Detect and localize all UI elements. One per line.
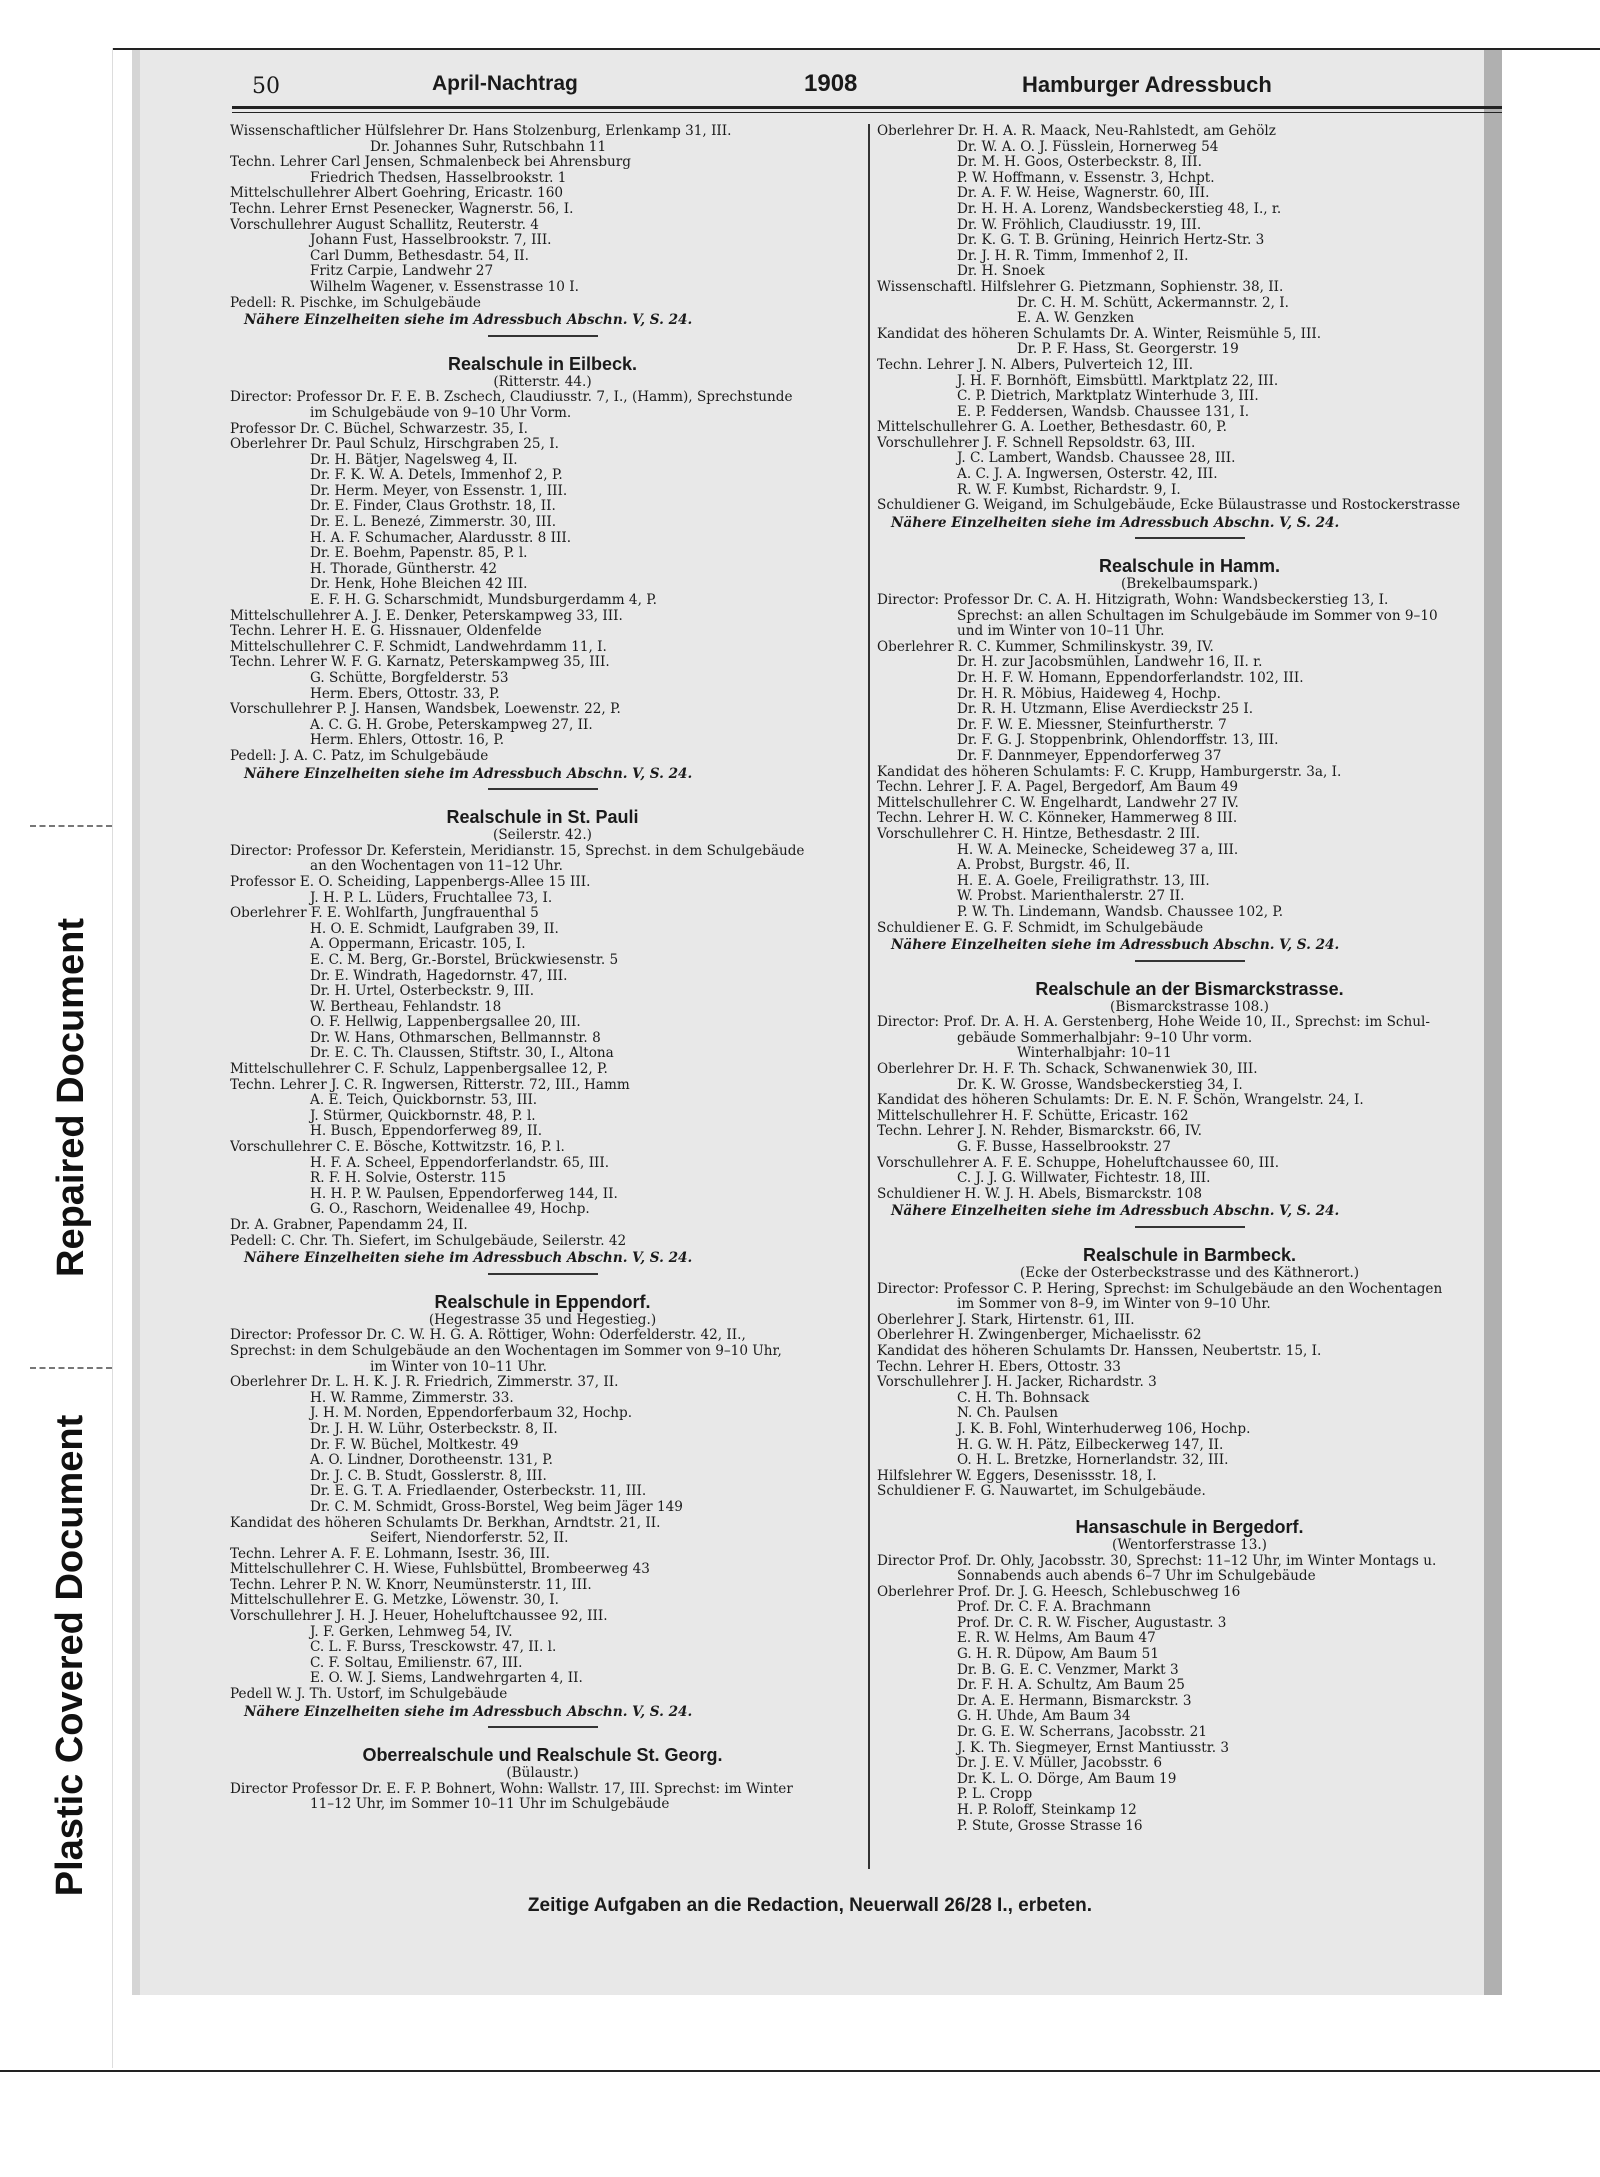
entry-line: Herm. Ebers, Ottostr. 33, P.: [310, 686, 500, 702]
entry-line: H. O. E. Schmidt, Laufgraben 39, II.: [310, 921, 559, 937]
entry-line: Dr. B. G. E. C. Venzmer, Markt 3: [957, 1662, 1179, 1678]
header-rule-thin: [232, 112, 1502, 113]
entry-line: Techn. Lehrer J. N. Albers, Pulverteich 12, III.: [877, 357, 1194, 373]
entry-line: Oberlehrer Dr. H. F. Th. Schack, Schwanenwiek 30, III.: [877, 1062, 1258, 1078]
entry-line: J. H. P. L. Lüders, Fruchtallee 73, I.: [310, 890, 553, 906]
entry-line: G. O., Raschorn, Weidenallee 49, Hochp.: [310, 1202, 590, 1218]
entry-line: Kandidat des höheren Schulamts Dr. A. Winter, Reismühle 5, III.: [877, 326, 1322, 342]
entry-line: Dr. E. Windrath, Hagedornstr. 47, III.: [310, 968, 568, 984]
entry-line: H. G. W. H. Pätz, Eilbeckerweg 147, II.: [957, 1437, 1224, 1453]
entry-line: H. Thorade, Güntherstr. 42: [310, 561, 498, 577]
footer-notice: Zeitige Aufgaben an die Redaction, Neuerwall 26/28 I., erbeten.: [527, 1895, 1093, 1916]
entry-line: Dr. F. K. W. A. Detels, Immenhof 2, P.: [310, 468, 563, 484]
entry-line: Director Professor Dr. E. F. P. Bohnert, Wohn: Wallstr. 17, III. Sprechst: im Winter: [230, 1781, 793, 1797]
entry-line: Dr. E. C. Th. Claussen, Stiftstr. 30, I., Altona: [310, 1046, 614, 1062]
entry-line: Dr. R. H. Ützmann, Elise Averdieckstr 25 I.: [957, 702, 1254, 718]
entry-line: Techn. Lehrer H. E. G. Hissnauer, Oldenfelde: [230, 624, 542, 640]
entry-line: Kandidat des höheren Schulamts: F. C. Krupp, Hamburgerstr. 3a, I.: [877, 764, 1342, 780]
section-title: Realschule in Barmbeck.: [1082, 1245, 1297, 1265]
entry-line: G. F. Busse, Hasselbrookstr. 27: [957, 1140, 1171, 1156]
section-title: Realschule an der Bismarckstrasse.: [1035, 978, 1344, 999]
entry-line: Oberlehrer H. Zwingenberger, Michaelisstr. 62: [877, 1328, 1202, 1344]
entry-line: Dr. P. F. Hass, St. Georgerstr. 19: [1017, 342, 1239, 358]
entry-line: Mittelschullehrer E. G. Metzke, Löwenstr. 30, I.: [230, 1593, 559, 1609]
entry-line: Johann Fust, Hasselbrookstr. 7, III.: [310, 233, 552, 249]
column-divider: [868, 124, 870, 1869]
section-address: (Hegestrasse 35 und Hegestieg.): [428, 1311, 657, 1328]
entry-line: Wissenschaftlicher Hülfslehrer Dr. Hans Stolzenburg, Erlenkamp 31, III.: [230, 124, 732, 139]
entry-line: G. H. R. Düpow, Am Baum 51: [957, 1647, 1159, 1663]
entry-line: Mittelschullehrer C. W. Engelhardt, Landwehr 27 IV.: [877, 795, 1239, 811]
details-note: Nähere Einzelheiten siehe im Adressbuch Abschn. V, S. 24.: [891, 515, 1340, 531]
section-address: (Bülaustr.): [506, 1765, 579, 1782]
section-title: Oberrealschule und Realschule St. Georg.: [362, 1745, 723, 1766]
entry-line: Dr. G. E. W. Scherrans, Jacobsstr. 21: [957, 1725, 1207, 1741]
section-separator: [1135, 1226, 1245, 1228]
entry-line: C. L. F. Burss, Tresckowstr. 47, II. l.: [310, 1640, 557, 1656]
entry-line: Mittelschullehrer C. F. Schulz, Lappenbergsallee 12, P.: [230, 1062, 608, 1078]
entry-line: Dr. Herm. Meyer, von Essenstr. 1, III.: [310, 483, 568, 499]
entry-line: Schuldiener E. G. F. Schmidt, im Schulgebäude: [877, 920, 1204, 936]
page-number: 50: [252, 74, 280, 99]
entry-line: A. C. G. H. Grobe, Peterskampweg 27, II.: [310, 717, 593, 733]
entry-line: E. O. W. J. Siems, Landwehrgarten 4, II.: [310, 1671, 583, 1687]
entry-line: Dr. A. Grabner, Papendamm 24, II.: [230, 1218, 468, 1233]
entry-line: Dr. C. H. M. Schütt, Ackermannstr. 2, I.: [1017, 295, 1289, 311]
left-column: [230, 124, 855, 1813]
entry-line: Dr. H. Snoek: [957, 264, 1045, 280]
entry-line: im Winter von 10–11 Uhr.: [370, 1359, 547, 1375]
section-title: Realschule in Eilbeck.: [447, 353, 638, 374]
entry-line: Vorschullehrer August Schallitz, Reuterstr. 4: [230, 217, 539, 233]
entry-line: 11–12 Uhr, im Sommer 10–11 Uhr im Schulgebäude: [310, 1797, 670, 1813]
entry-line: Fritz Carpie, Landwehr 27: [310, 264, 494, 280]
entry-line: Dr. F. G. J. Stoppenbrink, Ohlendorffstr. 13, III.: [957, 733, 1279, 749]
entry-line: P. Stute, Grosse Strasse 16: [957, 1818, 1143, 1834]
entry-line: Dr. K. L. O. Dörge, Am Baum 19: [957, 1771, 1177, 1787]
entry-line: und im Winter von 10–11 Uhr.: [957, 624, 1165, 640]
entry-line: Dr. F. Dannmeyer, Eppendorferweg 37: [957, 748, 1222, 764]
entry-line: Friedrich Thedsen, Hasselbrookstr. 1: [310, 170, 567, 186]
entry-line: Dr. W. Hans, Othmarschen, Bellmannstr. 8: [310, 1030, 601, 1046]
section-separator: [488, 1726, 598, 1728]
entry-line: A. Probst, Burgstr. 46, II.: [957, 858, 1131, 874]
entry-line: A. O. Lindner, Dorotheenstr. 131, P.: [310, 1453, 553, 1469]
entry-line: C. P. Dietrich, Marktplatz Winterhude 3, III.: [957, 389, 1259, 405]
page-header: [232, 70, 1392, 106]
entry-line: Seifert, Niendorferstr. 52, II.: [370, 1531, 569, 1547]
entry-line: H. A. F. Schumacher, Alardusstr. 8 III.: [310, 530, 572, 546]
entry-line: Director: Professor Dr. F. E. B. Zschech, Claudiusstr. 7, I., (Hamm), Sprechstunde: [230, 390, 793, 406]
details-note: Nähere Einzelheiten siehe im Adressbuch Abschn. V, S. 24.: [891, 1204, 1340, 1220]
entry-line: Vorschullehrer C. H. Hintze, Bethesdastr. 2 III.: [877, 826, 1201, 842]
entry-line: Oberlehrer J. Stark, Hirtenstr. 61, III.: [877, 1312, 1135, 1328]
entry-line: Schuldiener F. G. Nauwartet, im Schulgebäude.: [877, 1484, 1206, 1500]
entry-line: Director: Professor C. P. Hering, Sprechst: im Schulgebäude an den Wochentagen: [877, 1281, 1443, 1297]
entry-line: Vorschullehrer J. F. Schnell Repsoldstr. 63, III.: [877, 435, 1196, 451]
entry-line: Director Prof. Dr. Ohly, Jacobsstr. 30, Sprechst: 11–12 Uhr, im Winter Montags u.: [877, 1553, 1437, 1569]
entry-line: Dr. F. W. E. Miessner, Steinfurtherstr. 7: [957, 717, 1227, 733]
section-address: (Bismarckstrasse 108.): [1110, 998, 1269, 1015]
details-note: Nähere Einzelheiten siehe im Adressbuch Abschn. V, S. 24.: [891, 938, 1340, 954]
header-rule: [232, 106, 1502, 109]
entry-line: Techn. Lehrer P. N. W. Knorr, Neumünsterstr. 11, III.: [230, 1577, 592, 1593]
entry-line: Dr. F. W. Büchel, Moltkestr. 49: [310, 1437, 519, 1453]
entry-line: O. H. L. Bretzke, Hornerlandstr. 32, III.: [957, 1453, 1229, 1469]
entry-line: Mittelschullehrer A. J. E. Denker, Peterskampweg 33, III.: [230, 608, 623, 624]
entry-line: Techn. Lehrer A. F. E. Lohmann, Isestr. 36, III.: [230, 1546, 550, 1562]
entry-line: H. P. Roloff, Steinkamp 12: [957, 1803, 1137, 1818]
entry-line: H. Busch, Eppendorferweg 89, II.: [310, 1124, 543, 1140]
entry-line: gebäude Sommerhalbjahr: 9–10 Uhr vorm.: [957, 1030, 1253, 1046]
entry-line: E. R. W. Helms, Am Baum 47: [957, 1631, 1156, 1647]
entry-line: Vorschullehrer J. H. J. Heuer, Hoheluftchaussee 92, III.: [230, 1609, 608, 1625]
entry-line: Mittelschullehrer G. A. Loether, Bethesdastr. 60, P.: [877, 420, 1227, 436]
section-title: Realschule in Eppendorf.: [434, 1291, 651, 1312]
entry-line: H. F. A. Scheel, Eppendorferlandstr. 65, III.: [310, 1155, 610, 1171]
entry-line: Professor Dr. C. Büchel, Schwarzestr. 35, I.: [230, 421, 528, 437]
entry-line: P. W. Hoffmann, v. Essenstr. 3, Hchpt.: [957, 170, 1215, 186]
entry-line: Sprechst: in dem Schulgebäude an den Wochentagen im Sommer von 9–10 Uhr,: [230, 1343, 782, 1359]
entry-line: Vorschullehrer A. F. E. Schuppe, Hoheluftchaussee 60, III.: [877, 1155, 1280, 1171]
entry-line: Dr. K. W. Grosse, Wandsbeckerstieg 34, I.: [957, 1077, 1243, 1093]
entry-line: Techn. Lehrer Ernst Pesenecker, Wagnerstr. 56, I.: [230, 201, 574, 217]
entry-line: Dr. Henk, Hohe Bleichen 42 III.: [310, 577, 528, 593]
entry-line: Dr. H. H. A. Lorenz, Wandsbeckerstieg 48, I., r.: [957, 201, 1282, 217]
entry-line: Dr. E. G. T. A. Friedlaender, Osterbeckstr. 11, III.: [310, 1484, 647, 1500]
entry-line: Oberlehrer Dr. L. H. K. J. R. Friedrich, Zimmerstr. 37, II.: [230, 1375, 619, 1391]
entry-line: Kandidat des höheren Schulamts Dr. Hanssen, Neubertstr. 15, I.: [877, 1343, 1322, 1359]
entry-line: H. E. A. Goele, Freiligrathstr. 13, III.: [957, 873, 1210, 889]
book-title: Hamburger Adressbuch: [1022, 72, 1272, 97]
entry-line: Oberlehrer F. E. Wohlfarth, Jungfrauenthal 5: [230, 906, 539, 922]
entry-line: Pedell: R. Pischke, im Schulgebäude: [230, 295, 481, 311]
entry-line: C. F. Soltau, Emilienstr. 67, III.: [310, 1655, 523, 1671]
entry-line: Techn. Lehrer W. F. G. Karnatz, Peterskampweg 35, III.: [230, 655, 610, 671]
entry-line: R. F. H. Solvie, Osterstr. 115: [310, 1171, 507, 1187]
entry-line: Techn. Lehrer J. C. R. Ingwersen, Ritterstr. 72, III., Hamm: [230, 1077, 630, 1093]
entry-line: P. L. Cropp: [957, 1787, 1033, 1803]
entry-line: Oberlehrer Dr. Paul Schulz, Hirschgraben 25, I.: [230, 437, 559, 453]
entry-line: Mittelschullehrer H. F. Schütte, Ericastr. 162: [877, 1108, 1189, 1124]
entry-line: Techn. Lehrer H. Ebers, Ottostr. 33: [877, 1359, 1121, 1375]
entry-line: Dr. H. F. W. Homann, Eppendorferlandstr. 102, III.: [957, 671, 1304, 686]
section-separator: [1135, 537, 1245, 539]
entry-line: Dr. E. Boehm, Papenstr. 85, P. l.: [310, 546, 528, 562]
entry-line: O. F. Hellwig, Lappenbergsallee 20, III.: [310, 1015, 581, 1031]
entry-line: J. Stürmer, Quickbornstr. 48, P. l.: [310, 1108, 536, 1124]
entry-line: Dr. F. H. A. Schultz, Am Baum 25: [957, 1678, 1185, 1694]
entry-line: Professor E. O. Scheiding, Lappenbergs-Allee 15 III.: [230, 874, 591, 890]
entry-line: Techn. Lehrer Carl Jensen, Schmalenbeck bei Ahrensburg: [230, 155, 632, 171]
details-note: Nähere Einzelheiten siehe im Adressbuch Abschn. V, S. 24.: [244, 1704, 693, 1720]
entry-line: R. W. F. Kumbst, Richardstr. 9, I.: [957, 482, 1181, 498]
entry-line: Director: Professor Dr. C. W. H. G. A. Röttiger, Wohn: Oderfelderstr. 42, II.,: [230, 1328, 746, 1344]
year-label: 1908: [804, 70, 858, 97]
entry-line: Schuldiener G. Weigand, im Schulgebäude, Ecke Bülaustrasse und Rostockerstrasse: [877, 498, 1461, 514]
entry-line: Vorschullehrer C. E. Bösche, Kottwitzstr. 16, P. l.: [230, 1140, 565, 1156]
entry-line: Director: Professor Dr. C. A. H. Hitzigrath, Wohn: Wandsbeckerstieg 13, I.: [877, 593, 1389, 609]
entry-line: Dr. H. R. Möbius, Haideweg 4, Hochp.: [957, 686, 1221, 702]
entry-line: an den Wochentagen von 11–12 Uhr.: [310, 859, 563, 875]
entry-line: Wilhelm Wagener, v. Essenstrasse 10 I.: [310, 279, 579, 295]
section-separator: [488, 788, 598, 790]
entry-line: Dr. Johannes Suhr, Rutschbahn 11: [370, 139, 607, 155]
entry-line: Kandidat des höheren Schulamts: Dr. E. N. F. Schön, Wrangelstr. 24, I.: [877, 1093, 1364, 1109]
entry-line: A. C. J. A. Ingwersen, Osterstr. 42, III.: [957, 467, 1218, 483]
section-separator: [488, 335, 598, 337]
entry-line: Dr. C. M. Schmidt, Gross-Borstel, Weg beim Jäger 149: [310, 1499, 683, 1515]
entry-line: Dr. H. zur Jacobsmühlen, Landwehr 16, II. r.: [957, 655, 1263, 671]
entry-line: Wissenschaftl. Hilfslehrer G. Pietzmann, Sophienstr. 38, II.: [877, 279, 1284, 295]
entry-line: P. W. Th. Lindemann, Wandsb. Chaussee 102, P.: [957, 904, 1284, 920]
entry-line: Techn. Lehrer H. W. C. Könneker, Hammerweg 8 III.: [877, 811, 1238, 827]
section-title: Realschule in St. Pauli: [446, 807, 639, 828]
entry-line: J. K. B. Fohl, Winterhuderweg 106, Hochp.: [957, 1421, 1251, 1437]
entry-line: Dr. J. E. V. Müller, Jacobsstr. 6: [957, 1756, 1163, 1772]
entry-line: Sonnabends auch abends 6–7 Uhr im Schulgebäude: [957, 1569, 1316, 1585]
entry-line: Mittelschullehrer C. F. Schmidt, Landwehrdamm 11, I.: [230, 639, 607, 655]
entry-line: Dr. H. Urtel, Osterbeckstr. 9, III.: [310, 984, 535, 1000]
entry-line: Kandidat des höheren Schulamts Dr. Berkhan, Arndtstr. 21, II.: [230, 1515, 661, 1531]
entry-line: Dr. J. C. B. Studt, Gosslerstr. 8, III.: [310, 1468, 547, 1484]
entry-line: Winterhalbjahr: 10–11: [1017, 1046, 1172, 1062]
entry-line: Oberlehrer R. C. Kummer, Schmilinskystr. 39, IV.: [877, 639, 1214, 655]
details-note: Nähere Einzelheiten siehe im Adressbuch Abschn. V, S. 24.: [244, 313, 693, 329]
entry-line: Pedell: C. Chr. Th. Siefert, im Schulgebäude, Seilerstr. 42: [230, 1233, 627, 1249]
section-title: Realschule in Hamm.: [1098, 556, 1281, 577]
entry-line: J. C. Lambert, Wandsb. Chaussee 28, III.: [957, 451, 1236, 467]
section-separator: [1135, 960, 1245, 962]
section-label: April-Nachtrag: [432, 72, 578, 95]
entry-line: Carl Dumm, Bethesdastr. 54, II.: [310, 248, 529, 264]
entry-line: N. Ch. Paulsen: [957, 1406, 1058, 1422]
entry-line: Oberlehrer Prof. Dr. J. G. Heesch, Schlebuschweg 16: [877, 1584, 1241, 1600]
entry-line: Dr. W. Fröhlich, Claudiusstr. 19, III.: [957, 217, 1202, 233]
entry-line: Dr. H. Bätjer, Nagelsweg 4, II.: [310, 452, 518, 468]
entry-line: H. W. Ramme, Zimmerstr. 33.: [310, 1390, 514, 1406]
entry-line: Dr. A. E. Hermann, Bismarckstr. 3: [957, 1693, 1192, 1709]
entry-line: C. J. J. G. Willwater, Fichtestr. 18, III.: [957, 1171, 1211, 1187]
entry-line: W. Bertheau, Fehlandstr. 18: [310, 999, 502, 1015]
entry-line: Herm. Ehlers, Ottostr. 16, P.: [310, 733, 505, 749]
entry-line: Pedell W. J. Th. Ustorf, im Schulgebäude: [230, 1687, 508, 1703]
entry-line: Vorschullehrer P. J. Hansen, Wandsbek, Loewenstr. 22, P.: [230, 702, 621, 718]
repaired-label: Repaired Document: [30, 825, 112, 1369]
right-column: [877, 124, 1502, 1834]
section-address: (Ecke der Osterbeckstrasse und des Käthnerort.): [1019, 1265, 1360, 1281]
plastic-label: Plastic Covered Document: [49, 1414, 92, 1896]
entry-line: E. F. H. G. Scharschmidt, Mundsburgerdamm 4, P.: [310, 593, 657, 609]
entry-line: Techn. Lehrer J. N. Rehder, Bismarckstr. 66, IV.: [877, 1124, 1202, 1140]
entry-line: Director: Professor Dr. Keferstein, Meridianstr. 15, Sprechst. in dem Schulgebäude: [230, 843, 805, 859]
entry-line: Pedell: J. A. C. Patz, im Schulgebäude: [230, 748, 489, 764]
entry-line: E. C. M. Berg, Gr.-Borstel, Brückwiesenstr. 5: [310, 952, 619, 968]
entry-line: Dr. J. H. R. Timm, Immenhof 2, II.: [957, 248, 1189, 264]
section-title: Hansaschule in Bergedorf.: [1075, 1516, 1304, 1537]
entry-line: Mittelschullehrer Albert Goehring, Ericastr. 160: [230, 186, 564, 202]
entry-line: H. H. P. W. Paulsen, Eppendorferweg 144, II.: [310, 1186, 618, 1202]
entry-line: J. K. Th. Siegmeyer, Ernst Mantiusstr. 3: [957, 1740, 1229, 1756]
entry-line: Dr. E. L. Benezé, Zimmerstr. 30, III.: [310, 515, 557, 531]
section-address: (Seilerstr. 42.): [493, 827, 592, 844]
entry-line: H. W. A. Meinecke, Scheideweg 37 a, III.: [957, 842, 1239, 858]
entry-line: E. P. Feddersen, Wandsb. Chaussee 131, I.: [957, 404, 1250, 420]
entry-line: Dr. E. Finder, Claus Grothstr. 18, II.: [310, 499, 556, 515]
entry-line: Director: Prof. Dr. A. H. A. Gerstenberg, Hohe Weide 10, II., Sprechst: im Schul-: [877, 1015, 1430, 1031]
entry-line: J. H. M. Norden, Eppendorferbaum 32, Hochp.: [310, 1406, 633, 1422]
section-address: (Brekelbaumspark.): [1120, 576, 1259, 593]
entry-line: im Sommer von 8–9, im Winter von 9–10 Uhr.: [957, 1297, 1271, 1313]
section-address: (Wentorferstrasse 13.): [1112, 1536, 1267, 1553]
entry-line: Dr. W. A. O. J. Füsslein, Hornerweg 54: [957, 139, 1219, 155]
entry-line: Dr. A. F. W. Heise, Wagnerstr. 60, III.: [957, 186, 1210, 202]
entry-line: Dr. M. H. Goos, Osterbeckstr. 8, III.: [957, 155, 1202, 171]
entry-line: A. E. Teich, Quickbornstr. 53, III.: [310, 1093, 538, 1109]
entry-line: Dr. J. H. W. Lühr, Osterbeckstr. 8, II.: [310, 1421, 558, 1437]
entry-line: Prof. Dr. C. F. A. Brachmann: [957, 1600, 1152, 1616]
entry-line: Techn. Lehrer J. F. A. Pagel, Bergedorf, Am Baum 49: [877, 780, 1239, 796]
section-address: (Ritterstr. 44.): [493, 373, 592, 390]
entry-line: A. Oppermann, Ericastr. 105, I.: [310, 937, 526, 953]
entry-line: Oberlehrer Dr. H. A. R. Maack, Neu-Rahlstedt, am Gehölz: [877, 124, 1276, 139]
entry-line: J. H. F. Bornhöft, Eimsbüttl. Marktplatz 22, III.: [957, 373, 1279, 389]
entry-line: Mittelschullehrer C. H. Wiese, Fuhlsbüttel, Brombeerweg 43: [230, 1562, 650, 1578]
entry-line: G. Schütte, Borgfelderstr. 53: [310, 671, 509, 686]
entry-line: J. F. Gerken, Lehmweg 54, IV.: [310, 1624, 513, 1640]
entry-line: Hilfslehrer W. Eggers, Desenissstr. 18, I.: [877, 1468, 1157, 1484]
details-note: Nähere Einzelheiten siehe im Adressbuch Abschn. V, S. 24.: [244, 1251, 693, 1267]
entry-line: W. Probst. Marienthalerstr. 27 II.: [957, 889, 1185, 905]
entry-line: E. A. W. Genzken: [1017, 311, 1135, 327]
entry-line: Dr. K. G. T. B. Grüning, Heinrich Hertz-Str. 3: [957, 233, 1265, 249]
entry-line: Sprechst: an allen Schultagen im Schulgebäude im Sommer von 9–10: [957, 608, 1438, 624]
entry-line: Vorschullehrer J. H. Jacker, Richardstr. 3: [877, 1375, 1157, 1391]
entry-line: C. H. Th. Bohnsack: [957, 1390, 1090, 1406]
entry-line: Schuldiener H. W. J. H. Abels, Bismarckstr. 108: [877, 1186, 1202, 1202]
entry-line: G. H. Uhde, Am Baum 34: [957, 1709, 1131, 1725]
entry-line: im Schulgebäude von 9–10 Uhr Vorm.: [310, 405, 572, 421]
section-separator: [488, 1273, 598, 1275]
entry-line: Prof. Dr. C. R. W. Fischer, Augustastr. 3: [957, 1615, 1227, 1631]
details-note: Nähere Einzelheiten siehe im Adressbuch Abschn. V, S. 24.: [244, 766, 693, 782]
